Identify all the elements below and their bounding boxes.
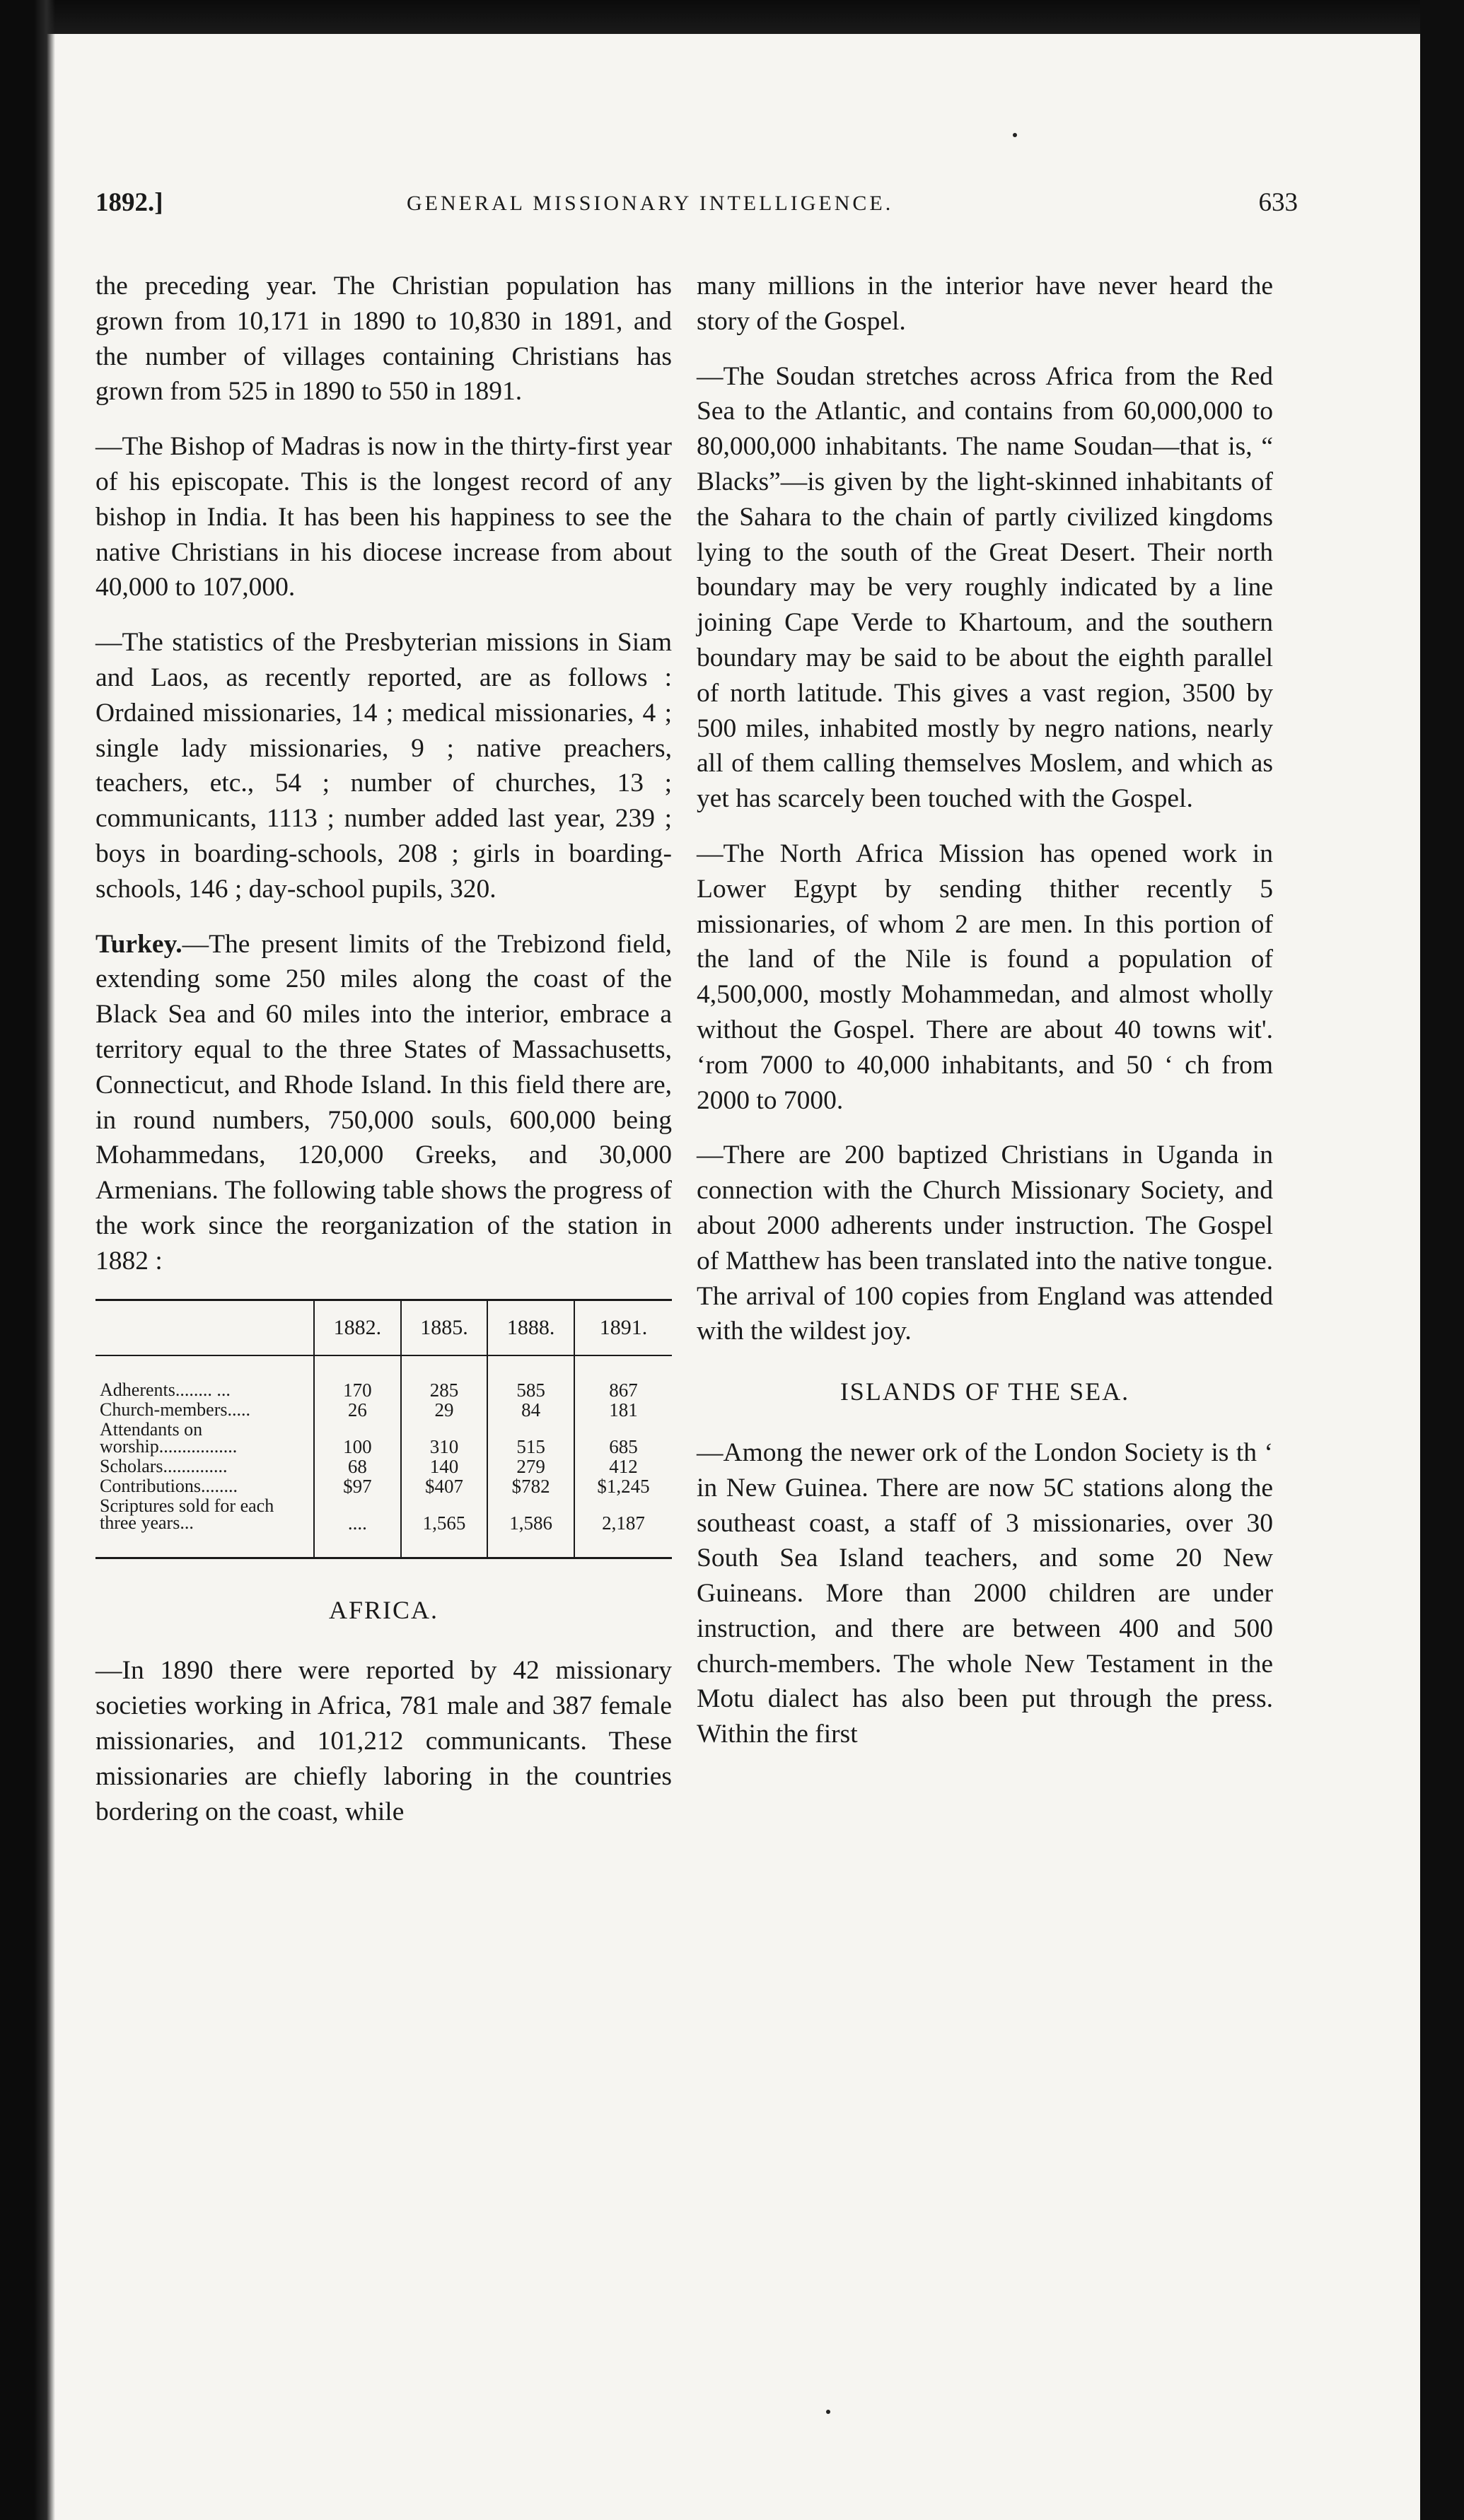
paragraph-africa-societies: —In 1890 there were reported by 42 missionary societies working in Africa, 781 male and 387 female missionaries, and 101,212 communicants. These missionaries are chiefly laboring in the countries bordering on the coast, while [95,1656,672,1826]
cell: 1,565 [401,1496,488,1558]
table-row [95,1355,672,1400]
section-title-islands: ISLANDS OF THE SEA. [840,1377,1130,1406]
table-row [95,1476,672,1496]
cell: 68 [314,1457,401,1476]
turkey-text: —The present limits of the Trebizond field, extending some 250 miles along the coast of the Black Sea and 60 miles into the interior, embrace a territory equal to the three States of Massachusetts, Connecticut, and Rhode Island. In this field there are, in round numbers, 750,000 souls, 600,000 being Mohammedans, 120,000 Greeks, and 30,000 Armenians. The following table shows the progress of the work since the reorganization of the station in 1882 : [95,929,672,1276]
paragraph-north-africa-mission: —The North Africa Mission has opened work in Lower Egypt by sending thither recently 5 missionaries, of whom 2 are men. In this portion of the land of the Nile is found a population of 4,500,000, mostly Mohammedan, and almost wholly without the Gospel. There are about 40 towns wit'. ‘rom 7000 to 40,000 inhabitants, and 50 ‘ ch from 2000 to 7000. [697,839,1273,1115]
cell: 515 [487,1420,574,1457]
cell: 310 [401,1420,488,1457]
trebizond-progress-table [95,1299,672,1559]
cell: 279 [487,1457,574,1476]
row-label: Contributions........ [100,1475,238,1496]
right-column [697,269,1273,1772]
table-row [95,1420,672,1457]
table-header-1888: 1888. [487,1300,574,1355]
cell: 867 [574,1355,672,1400]
cell: 181 [574,1400,672,1420]
table-header-1891: 1891. [574,1300,672,1355]
scan-top-edge [0,0,1464,34]
row-label: Church-members..... [100,1399,251,1420]
cell: 29 [401,1400,488,1420]
table-header-row [95,1300,672,1355]
cell: 2,187 [574,1496,672,1558]
table-row [95,1496,672,1558]
scan-left-edge [0,0,55,2520]
table-header-1882: 1882. [314,1300,401,1355]
cell: $97 [314,1476,401,1496]
header-title: GENERAL MISSIONARY INTELLIGENCE. [407,192,894,215]
paragraph-new-guinea: —Among the newer ork of the London Society is th ‘ in New Guinea. There are now 5C stations along the southeast coast, a staff of 3 missionaries, over 30 South Sea Island teachers, and some 20 New Guineans. More than 2000 children are under instruction, and there are between 400 and 500 church-members. The whole New Testament in the Motu dialect has also been put through the press. Within the first [697,1437,1273,1749]
cell: $782 [487,1476,574,1496]
section-title-africa: AFRICA. [328,1595,439,1624]
scan-speck [826,2410,830,2414]
cell: 140 [401,1457,488,1476]
paragraph-bishop-madras: —The Bishop of Madras is now in the thirty-first year of his episcopate. This is the longest record of any bishop in India. It has been his happiness to see the native Christians in his diocese increase from about 40,000 to 107,000. [95,432,672,602]
cell: 412 [574,1457,672,1476]
cell: 685 [574,1420,672,1457]
paragraph-interior-gospel: many millions in the interior have never heard the story of the Gospel. [697,272,1273,336]
page-number: 633 [1258,188,1298,217]
cell: .... [314,1496,401,1558]
scan-speck [1013,133,1017,137]
row-label: Adherents........ ... [100,1379,231,1400]
cell: $1,245 [574,1476,672,1496]
cell: 26 [314,1400,401,1420]
paragraph-uganda: —There are 200 baptized Christians in Uganda in connection with the Church Missionary Society, and about 2000 adherents under instruction. The Gospel of Matthew has been translated into the native tongue. The arrival of 100 copies from England was attended with the wildest joy. [697,1141,1273,1346]
table-header-1885: 1885. [401,1300,488,1355]
cell: $407 [401,1476,488,1496]
scan-right-edge [1420,0,1464,2520]
table-row [95,1400,672,1420]
cell: 585 [487,1355,574,1400]
turkey-lead: Turkey. [95,929,182,959]
paragraph-christian-population: the preceding year. The Christian population has grown from 10,171 in 1890 to 10,830 in 1891, and the number of villages containing Christians has grown from 525 in 1890 to 550 in 1891. [95,272,672,407]
cell: 84 [487,1400,574,1420]
header-year: 1892.] [95,188,163,217]
table-row [95,1457,672,1476]
row-label: Scholars.............. [100,1455,228,1476]
paragraph-turkey [95,927,672,1279]
paragraph-soudan: —The Soudan stretches across Africa from the Red Sea to the Atlantic, and contains from 60,000,000 to 80,000,000 inhabitants. The name Soudan—that is, “ Blacks”—is given by the light-skinned inhabitants of the Sahara to the chain of partly civilized kingdoms lying to the south of the Great Desert. Their north boundary may be very roughly indicated by a line joining Cape Verde to Khartoum, and the southern boundary may be said to be about the eighth parallel of north latitude. This gives a vast region, 3500 by 500 miles, inhabited mostly by negro nations, nearly all of them calling themselves Moslem, and which as yet has scarcely been touched with the Gospel. [697,361,1273,814]
table-header-blank [95,1300,314,1355]
cell: 170 [314,1355,401,1400]
cell: 285 [401,1355,488,1400]
row-label: Scriptures sold for each three years... [100,1495,274,1533]
cell: 1,586 [487,1496,574,1558]
cell: 100 [314,1420,401,1457]
left-column [95,269,672,1849]
paragraph-presbyterian-statistics: —The statistics of the Presbyterian missions in Siam and Laos, as recently reported, are as follows : Ordained missionaries, 14 ; medical missionaries, 4 ; single lady missionaries, 9 ; native preachers, teachers, etc., 54 ; number of churches, 13 ; communicants, 1113 ; number added last year, 239 ; boys in boarding-schools, 208 ; girls in boarding-schools, 146 ; day-school pupils, 320. [95,628,672,904]
running-header [95,187,1298,230]
row-label: Attendants on worship................. [100,1418,238,1457]
